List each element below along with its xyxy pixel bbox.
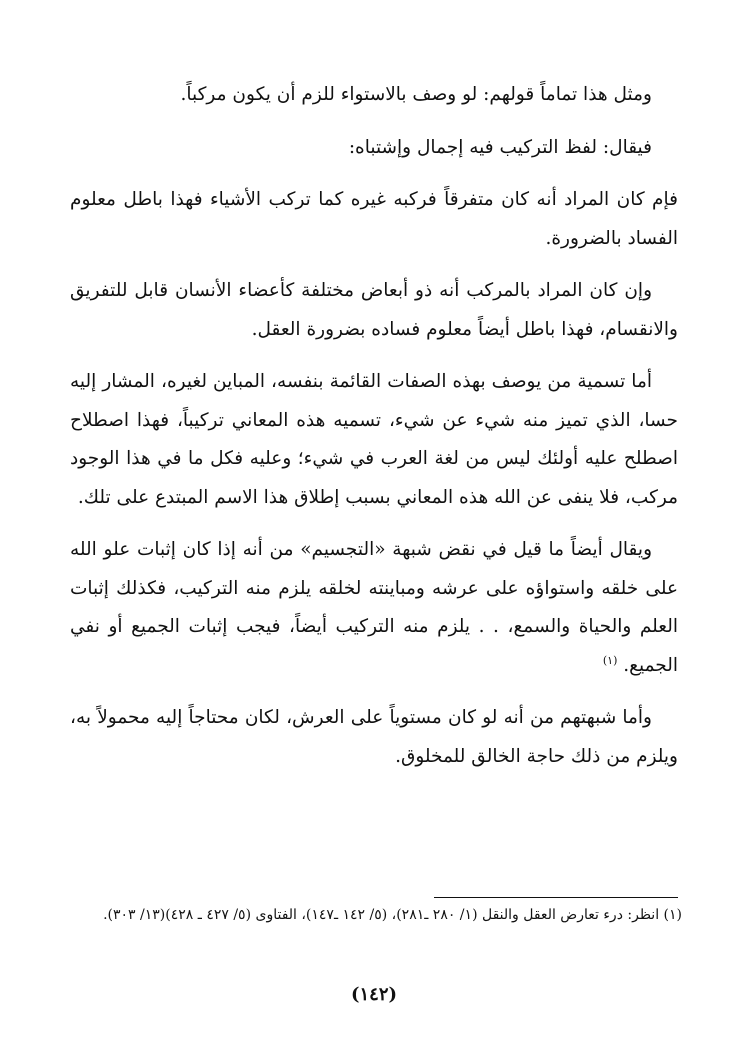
paragraph: وأما شبهتهم من أنه لو كان مستوياً على العرش، لكان محتاجاً إليه محمولاً به، ويلزم من ذلك حاجة الخالق للمخلوق.	[70, 707, 678, 767]
paragraph: ويقال أيضاً ما قيل في نقض شبهة «التجسيم» من أنه إذا كان إثبات علو الله على خلقه واستواؤه على عرشه ومباينته لخلقه يلزم منه التركيب، فكذلك إثبات العلم والحياة والسمع، . . يلزم منه التركيب أيضاً، فيجب إثبات الجميع أو نفي الجميع. $^{(١)}$	[70, 539, 678, 676]
paragraph: ومثل هذا تماماً قولهم: لو وصف بالاستواء للزم أن يكون مركباً.	[180, 84, 652, 105]
page-number: (١٤٢)	[350, 984, 398, 1005]
paragraph: فيقال: لفظ التركيب فيه إجمال وإشتباه:	[348, 136, 652, 158]
footnote: (١) انظر: درء تعارض العقل والنقل (١/ ٢٨٠ ـ٢٨١)، (٥/ ١٤٢ ـ١٤٧)، الفتاوى (٥/ ٤٢٧ ـ ٤٢٨)(١٣/ ٣٠٣).	[103, 907, 682, 923]
paragraph: أما تسمية من يوصف بهذه الصفات القائمة بنفسه، المباين لغيره، المشار إليه حسا، الذي تميز منه شيء عن شيء، تسميه هذه المعاني تركيباً، فهذا اصطلاح اصطلح عليه أولئك ليس من لغة العرب في شيء؛ وعليه فكل ما في هذا الوجود مركب، فلا ينفى عن الله هذه المعاني بسبب إطلاق هذا الاسم المبتدع على تلك.	[70, 371, 678, 508]
footnote-reference[interactable]: (١)	[602, 653, 618, 667]
paragraph: وإن كان المراد بالمركب أنه ذو أبعاض مختلفة كأعضاء الأنسان قابل للتفريق والانقسام، فهذا باطل أيضاً معلوم فساده بضرورة العقل.	[70, 280, 678, 340]
footnote-divider	[434, 897, 678, 898]
body-text	[70, 76, 678, 776]
paragraph: فإم كان المراد أنه كان متفرقاً فركبه غيره كما تركب الأشياء فهذا باطل معلوم الفساد بالضرورة.	[70, 189, 678, 249]
